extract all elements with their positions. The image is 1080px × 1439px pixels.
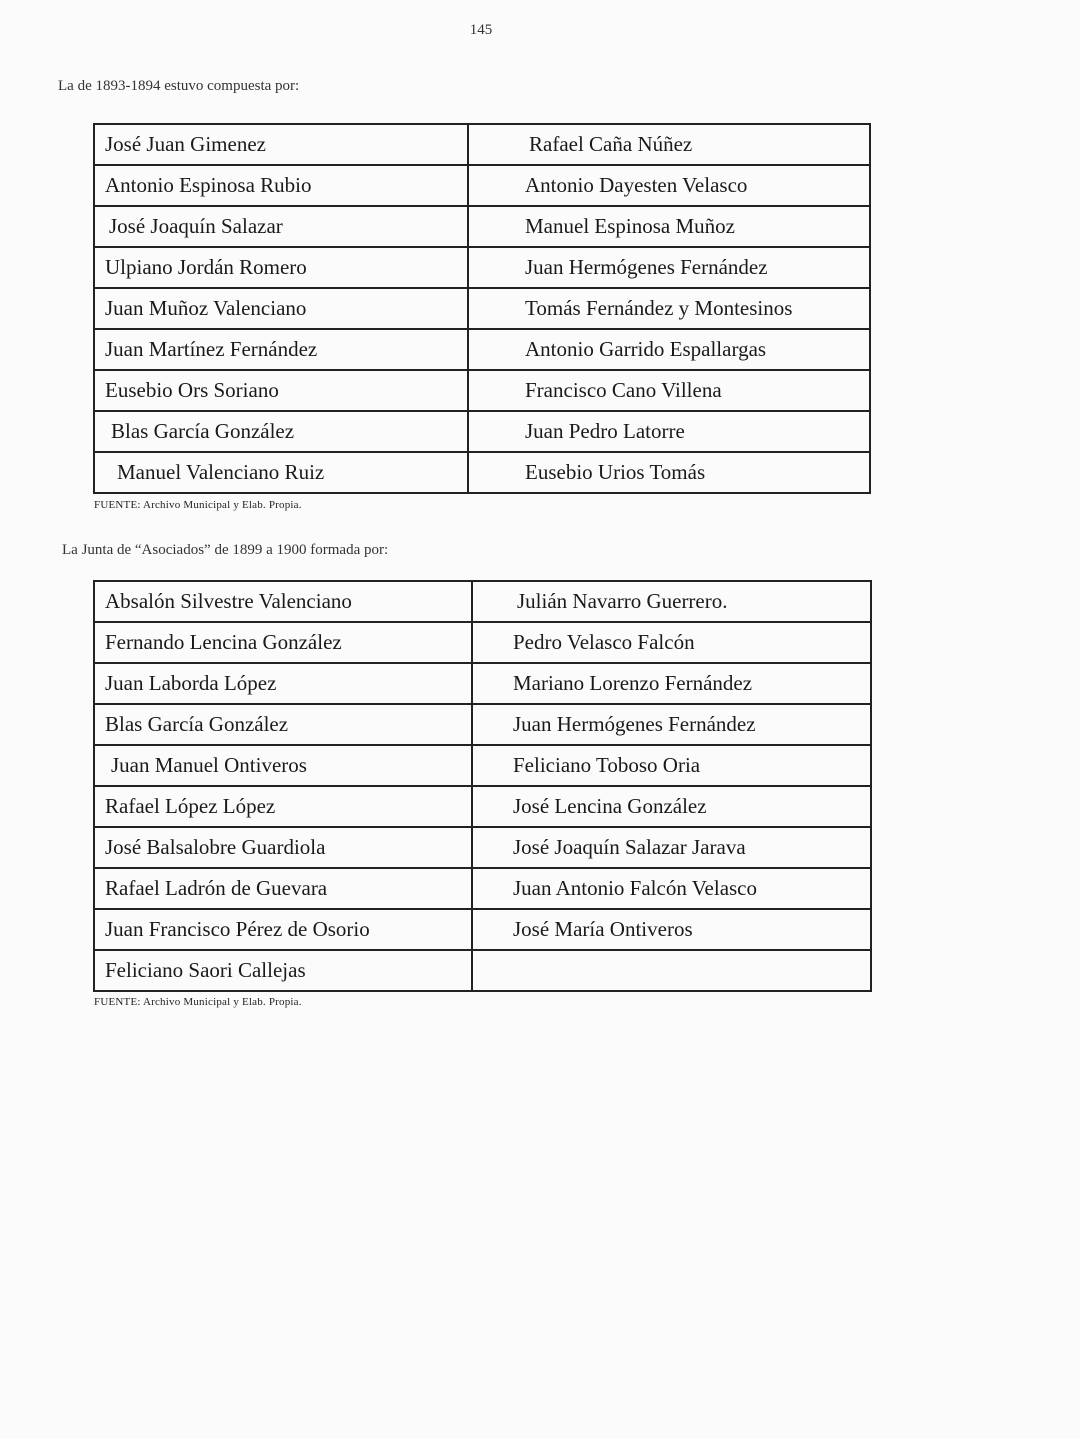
table-cell: Eusebio Ors Soriano bbox=[94, 370, 468, 411]
table-cell: Juan Laborda López bbox=[94, 663, 472, 704]
table-row bbox=[94, 950, 871, 991]
table-row bbox=[94, 124, 870, 165]
table-cell: Absalón Silvestre Valenciano bbox=[94, 581, 472, 622]
table-cell: Manuel Valenciano Ruiz bbox=[94, 452, 468, 493]
table-cell: Julián Navarro Guerrero. bbox=[472, 581, 871, 622]
table-cell: Juan Antonio Falcón Velasco bbox=[472, 868, 871, 909]
table-cell: Antonio Garrido Espallargas bbox=[468, 329, 870, 370]
table-cell: José Joaquín Salazar bbox=[94, 206, 468, 247]
table-row bbox=[94, 165, 870, 206]
table-cell: Blas García González bbox=[94, 411, 468, 452]
table-row bbox=[94, 329, 870, 370]
page-number: 145 bbox=[469, 22, 493, 38]
table-cell: Feliciano Saori Callejas bbox=[94, 950, 472, 991]
table-row bbox=[94, 370, 870, 411]
table-cell: Rafael López López bbox=[94, 786, 472, 827]
table-cell: Juan Martínez Fernández bbox=[94, 329, 468, 370]
table-cell: Juan Francisco Pérez de Osorio bbox=[94, 909, 472, 950]
table-cell: José Joaquín Salazar Jarava bbox=[472, 827, 871, 868]
table-cell: Mariano Lorenzo Fernández bbox=[472, 663, 871, 704]
table-cell: José María Ontiveros bbox=[472, 909, 871, 950]
table-cell: Ulpiano Jordán Romero bbox=[94, 247, 468, 288]
table-row bbox=[94, 868, 871, 909]
table-cell: José Balsalobre Guardiola bbox=[94, 827, 472, 868]
table-cell: Tomás Fernández y Montesinos bbox=[468, 288, 870, 329]
table-cell: Juan Muñoz Valenciano bbox=[94, 288, 468, 329]
section2-intro: La Junta de “Asociados” de 1899 a 1900 formada por: bbox=[62, 542, 389, 558]
table-cell: Antonio Espinosa Rubio bbox=[94, 165, 468, 206]
table-row bbox=[94, 663, 871, 704]
table-cell bbox=[472, 950, 871, 991]
table-cell: Eusebio Urios Tomás bbox=[468, 452, 870, 493]
members-table-1893 bbox=[93, 123, 871, 494]
table-cell: Rafael Caña Núñez bbox=[468, 124, 870, 165]
table-cell: Juan Manuel Ontiveros bbox=[94, 745, 472, 786]
table-cell: Feliciano Toboso Oria bbox=[472, 745, 871, 786]
table-cell: José Lencina González bbox=[472, 786, 871, 827]
table-row bbox=[94, 452, 870, 493]
table-row bbox=[94, 622, 871, 663]
table-cell: Juan Hermógenes Fernández bbox=[468, 247, 870, 288]
table-row bbox=[94, 745, 871, 786]
table-row bbox=[94, 704, 871, 745]
table-row bbox=[94, 247, 870, 288]
table-cell: Francisco Cano Villena bbox=[468, 370, 870, 411]
table-row bbox=[94, 909, 871, 950]
table-cell: Pedro Velasco Falcón bbox=[472, 622, 871, 663]
source-note-1: FUENTE: Archivo Municipal y Elab. Propia. bbox=[94, 499, 302, 511]
table-cell: Antonio Dayesten Velasco bbox=[468, 165, 870, 206]
table-cell: Fernando Lencina González bbox=[94, 622, 472, 663]
table-cell: Juan Hermógenes Fernández bbox=[472, 704, 871, 745]
section1-intro: La de 1893-1894 estuvo compuesta por: bbox=[58, 78, 300, 94]
members-table-1899 bbox=[93, 580, 872, 992]
table-cell: José Juan Gimenez bbox=[94, 124, 468, 165]
table-row bbox=[94, 581, 871, 622]
table-row bbox=[94, 786, 871, 827]
table-cell: Rafael Ladrón de Guevara bbox=[94, 868, 472, 909]
table-row bbox=[94, 288, 870, 329]
source-note-2: FUENTE: Archivo Municipal y Elab. Propia. bbox=[94, 996, 302, 1008]
table-cell: Manuel Espinosa Muñoz bbox=[468, 206, 870, 247]
table-row bbox=[94, 827, 871, 868]
table-cell: Blas García González bbox=[94, 704, 472, 745]
table-row bbox=[94, 411, 870, 452]
table-cell: Juan Pedro Latorre bbox=[468, 411, 870, 452]
table-row bbox=[94, 206, 870, 247]
